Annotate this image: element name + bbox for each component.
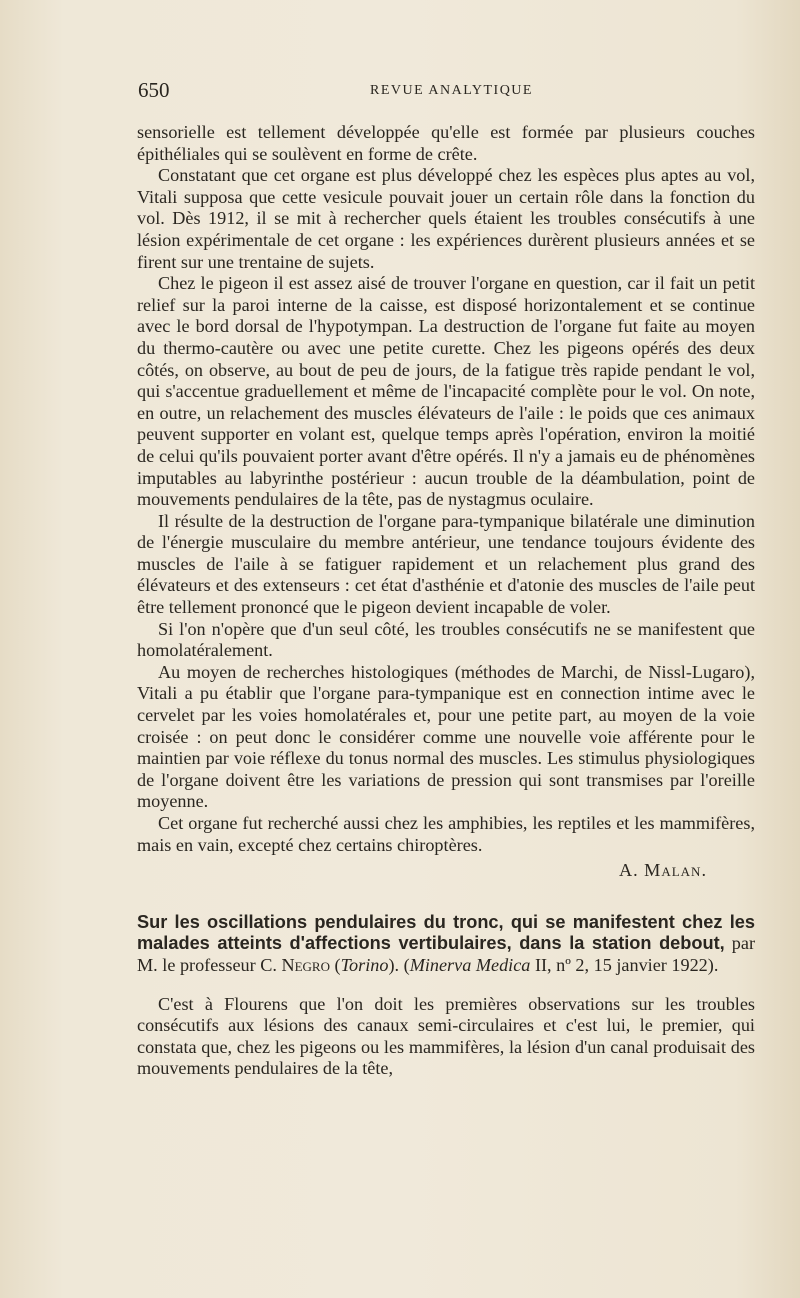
page-number: 650 (138, 78, 170, 102)
article-heading: Sur les oscillations pendulaires du tronc, qui se manifestent chez les malades atteints d'affections vertibulaires, dans la station debout, par M. le professeur C. Negro (Torino). (Minerva Medica II, nº 2, 15 janvier 1922). (137, 911, 755, 975)
paragraph-7: Cet organe fut recherché aussi chez les amphibies, les reptiles et les mammifères, mais en vain, excepté chez certains chiroptères. (137, 813, 755, 855)
article-journal: Minerva Medica (409, 954, 531, 975)
paragraph-5: Si l'on n'opère que d'un seul côté, les troubles consécutifs ne se manifestent que homolatéralement. (137, 618, 755, 661)
paragraph-6: Au moyen de recherches histologiques (méthodes de Marchi, de Nissl-Lugaro), Vitali a pu établir que l'organe para-tympanique est en connection intime avec le cervelet par les voies homolatérales et, pour une petite part, au moyen de la voie croisée : on peut donc le considérer comme une nouvelle voie afférente pour le maintien par voie réflexe du tonus normal des muscles. Les stimulus physiologiques de l'organe doivent être les variations de pression qui sont transmises par l'oreille moyenne. (137, 661, 755, 812)
author-signature: A. Malan. (618, 860, 707, 881)
article-body-paragraph: C'est à Flourens que l'on doit les premières observations sur les troubles consécutifs aux lésions des canaux semi-circulaires et c'est lui, le premier, qui constata que, chez les pigeons ou les mammifères, la lésion d'un canal produisait des mouvements pendulaires de la tête, (137, 993, 755, 1079)
article-issue: II, nº 2, 15 janvier 1922). (530, 954, 719, 975)
paragraph-4: Il résulte de la destruction de l'organe para-tympanique bilatérale une diminution de l'énergie musculaire du membre antérieur, une tendance toujours évidente des muscles de l'aile à se fatiguer rapidement et un relachement plus grand des élévateurs et des extenseurs : cet état d'asthénie et d'atonie des muscles de l'aile peut être tellement prononcé que le pigeon devient incapable de voler. (137, 510, 755, 618)
page-header (138, 78, 750, 102)
article-byline: par M. le professeur C. (137, 933, 755, 975)
article-text (137, 122, 755, 1080)
paragraph-2: Constatant que cet organe est plus développé chez les espèces plus aptes au vol, Vitali supposa que cette vesicule pouvait jouer un certain rôle dans la fonction du vol. Dès 1912, il se mit à rechercher quels étaient les troubles consécutifs à une lésion expérimentale de cet organe : les expériences durèrent plusieurs années et se firent sur une trentaine de sujets. (137, 165, 755, 272)
article-author: Negro (281, 954, 330, 975)
article-city: Torino (340, 954, 389, 975)
paragraph-1: sensorielle est tellement développée qu'elle est formée par plusieurs couches épithéliales qui se soulèvent en forme de crête. (137, 122, 755, 164)
article-title: Sur les oscillations pendulaires du tronc, qui se manifestent chez les malades atteints d'affections vertibulaires, dans la station debout, (137, 911, 755, 954)
paragraph-3: Chez le pigeon il est assez aisé de trouver l'organe en question, car il fait un petit relief sur la paroi interne de la caisse, est disposé horizontalement et se continue avec le bord dorsal de l'hypotympan. La destruction de l'organe fut faite au moyen du thermo-cautère ou avec une petite curette. Chez les pigeons opérés des deux côtés, on observe, au bout de peu de jours, de la fatigue très rapide pendant le vol, qui s'accentue graduellement et même de l'incapacité complète pour le vol. On note, en outre, un relachement des muscles élévateurs de l'aile : le poids que ces animaux peuvent supporter en volant est, quelque temps après l'opération, environ la moitié de celui qu'ils pouvaient porter avant d'être opérés. Il n'y a jamais eu de phénomènes imputables au labyrinthe postérieur : aucun trouble de la déambulation, point de mouvements pendulaires de la tête, pas de nystagmus oculaire. (137, 273, 755, 510)
running-head: REVUE ANALYTIQUE (370, 83, 533, 98)
